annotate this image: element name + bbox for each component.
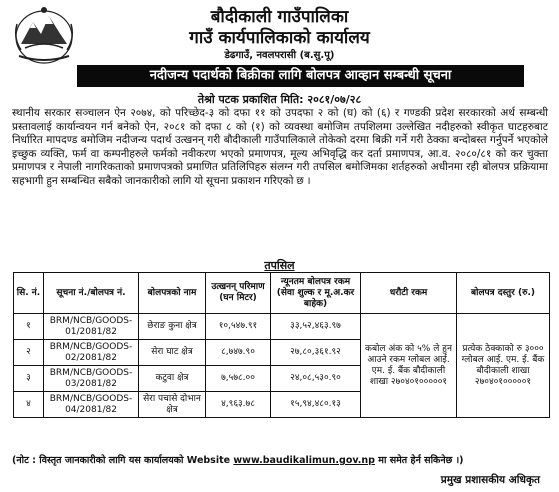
header-min-amount: न्यूनतम बोलपत्र रकम (सेवा शुल्क र मू.अ.कर बाहेक) (271, 273, 361, 314)
office-name: गाउँ कार्यपालिकाको कार्यालय (189, 28, 370, 48)
notice-title: नदीजन्य पदार्थको बिक्रीका लागि बोलपत्र आव्हान सम्बन्धी सूचना (77, 65, 524, 87)
schedule-title: तपसिल (264, 259, 295, 272)
row-ref: BRM/NCB/GOODS-01/2081/82 (44, 314, 139, 340)
table-row (14, 314, 550, 340)
row-sn: २ (14, 340, 44, 366)
row-name: सेरा घाट क्षेत्र (139, 340, 206, 366)
header-sn: सि. नं. (14, 273, 44, 314)
row-amount: ३३,५२,४६३.९७ (271, 314, 361, 340)
note-suffix: मा समेत हेर्न सकिनेछ ।) (374, 455, 464, 466)
signature-title: प्रमुख प्रशासकीय अधिकृत (440, 474, 540, 486)
row-ref: BRM/NCB/GOODS-03/2081/82 (44, 366, 139, 392)
deposit-cell: कबोल अंक को ५% ले हुन आउने रकम ग्लोबल आई. एम. ई. बैंक बौदीकाली शाखा २७०४०१०००००१ (361, 314, 457, 418)
row-amount: १५,९४,४८०.१३ (271, 392, 361, 418)
row-amount: २४,०८,५३०.९० (271, 366, 361, 392)
office-address: डेढगाउँ, नवलपरासी (ब.सु.पू) (224, 50, 335, 61)
header-ref: सूचना नं./बोलपत्र नं. (44, 273, 139, 314)
row-sn: १ (14, 314, 44, 340)
row-quantity: ४,९६३.७८ (206, 392, 271, 418)
table-header-row (14, 273, 550, 314)
row-quantity: ८,७४७.९० (206, 340, 271, 366)
header-deposit: धरौटी रकम (361, 273, 457, 314)
header-name: बोलपत्रको नाम (139, 273, 206, 314)
footnote (12, 453, 552, 466)
row-name: छेराङ कुना क्षेत्र (139, 314, 206, 340)
row-quantity: १०,५४७.९१ (206, 314, 271, 340)
note-prefix: (नोट : विस्तृत जानकारीको लागि यस कार्यालयको Website (12, 455, 234, 466)
website-link[interactable]: www.baudikalimun.gov.np (233, 455, 375, 466)
row-quantity: ७,५७८.०० (206, 366, 271, 392)
row-sn: ४ (14, 392, 44, 418)
row-ref: BRM/NCB/GOODS-04/2081/82 (44, 392, 139, 418)
schedule-table (13, 272, 550, 418)
header-fee: बोलपत्र दस्तुर (रु.) (457, 273, 550, 314)
row-name: कटुवा क्षेत्र (139, 366, 206, 392)
fee-cell: प्रत्येक ठेक्काको रु ३००० ग्लोबल आई. एम. ई. बैंक बौदीकाली शाखा २७०४०१०००००१ (457, 314, 550, 418)
row-name: सेरा पचासे दोभान क्षेत्र (139, 392, 206, 418)
municipality-name: बौदीकाली गाउँपालिका (210, 7, 349, 27)
row-ref: BRM/NCB/GOODS-02/2081/82 (44, 340, 139, 366)
row-amount: २७,८०,३६१.९२ (271, 340, 361, 366)
publication-date: तेश्रो पटक प्रकाशित मिति: २०८१/०७/२८ (197, 93, 362, 106)
header-quantity: उत्खनन् परिमाण (घन मिटर) (206, 273, 271, 314)
row-sn: ३ (14, 366, 44, 392)
notice-body: स्थानीय सरकार सञ्चालन ऐन २०७४, को परिच्छेद-३ को दफा ११ को उपदफा २ को (घ) को (६) र गण्डकी प्रदेश सरकारको अर्थ सम्बन्धी प्रस्तावलाई कार्यान्वयन गर्न बनेको ऐन, २०८१ को दफा ८ को (१) को व्यवस्था बमोजिम तपशिलमा उल्लेखित नदीहरुको स्वीकृत घाटहरुबाट निर्धारित मापदण्ड बमोजिम नदीजन्य पदार्थ उत्खनन् गरी बौदीकाली गाउँपालिकाले तोकेको दरमा बिक्री गर्ने गरी ठेक्का बन्दोबस्त गर्नुपर्ने भएकोले इच्छुक व्यक्ति, फर्म वा कम्पनीहरुले फर्मको नवीकरण भएको प्रमाणपत्र, मूल्य अभिवृद्धि कर दर्ता प्रमाणपत्र, आ.व. २०८०/८१ को कर चुक्ता प्रमाणपत्र र नेपाली नागरिकताको प्रमाणपत्रको प्रमाणित प्रतिलिपिहरु संलग्न गरी तपसिल बमोजिमका शर्तहरुको अधीनमा रही बोलपत्र प्रक्रियामा सहभागी हुन सम्बन्धित सबैको जानकारीको लागि यो सूचना प्रकाशन गरिएको छ । (12, 107, 548, 187)
